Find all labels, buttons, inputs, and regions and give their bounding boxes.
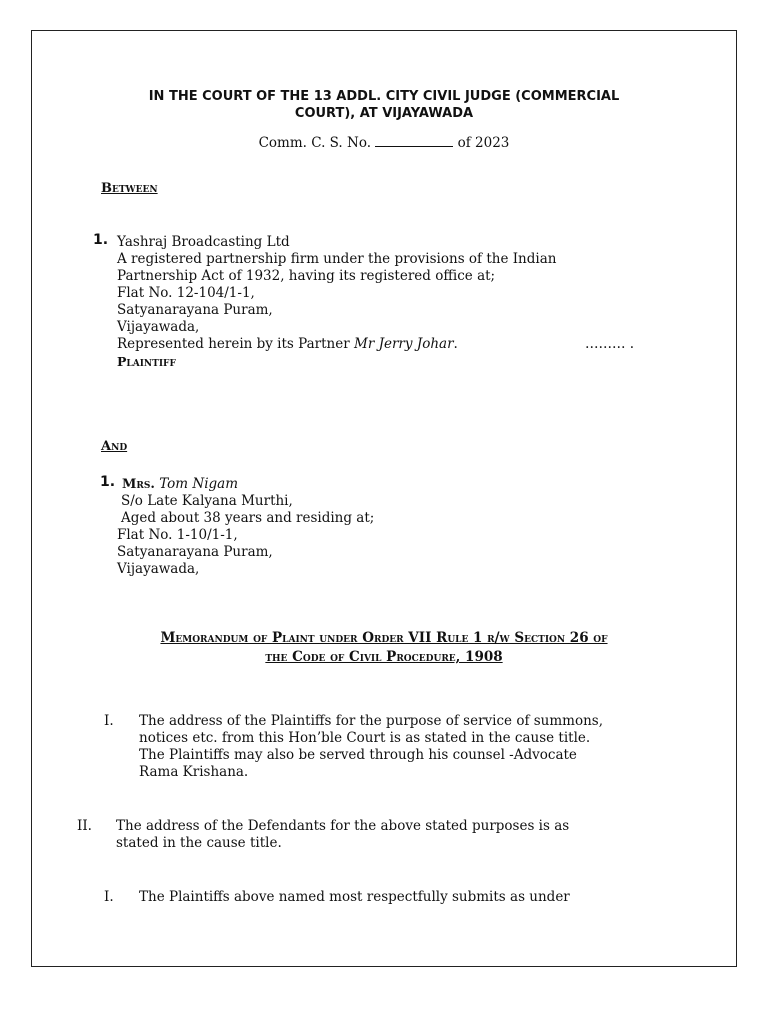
memorandum-title-line2: the Code of Civil Procedure, 1908: [265, 649, 503, 665]
between-label: Between: [101, 181, 158, 196]
rep-prefix: Represented herein by its Partner: [117, 336, 350, 352]
plaintiff-address-line1: Flat No. 12-104/1-1,: [117, 285, 255, 301]
plaintiff-dots: ……… .: [585, 336, 635, 352]
para1-line3: The Plaintiffs may also be served through his counsel -Advocate: [139, 747, 577, 763]
defendant-address-line2: Satyanarayana Puram,: [117, 544, 273, 560]
plaintiff-desc-line2: Partnership Act of 1932, having its registered office at;: [117, 268, 496, 284]
plaintiff-role: Plaintiff: [117, 354, 176, 369]
case-suffix: of 2023: [457, 135, 510, 151]
para2-numeral: II.: [77, 818, 92, 834]
plaintiff-number: 1.: [93, 232, 109, 248]
defendant-title: Mrs.: [122, 477, 155, 492]
case-prefix: Comm. C. S. No.: [258, 135, 372, 151]
defendant-name: Tom Nigam: [159, 476, 239, 492]
plaintiff-address-line3: Vijayawada,: [117, 319, 200, 335]
defendant-address-line3: Vijayawada,: [117, 561, 200, 577]
plaintiff-representation: [117, 336, 458, 353]
court-title-line1: IN THE COURT OF THE 13 ADDL. CITY CIVIL JUDGE (COMMERCIAL: [148, 89, 620, 104]
para3-line1: The Plaintiffs above named most respectfully submits as under: [139, 889, 570, 905]
para1-line1: The address of the Plaintiffs for the purpose of service of summons,: [139, 713, 604, 729]
para1-line4: Rama Krishana.: [139, 764, 249, 780]
para1-numeral: I.: [104, 713, 114, 729]
plaintiff-desc-line1: A registered partnership firm under the provisions of the Indian: [117, 251, 557, 267]
and-label: And: [101, 439, 128, 454]
court-title-line2: COURT), AT VIJAYAWADA: [294, 106, 474, 121]
para1-line2: notices etc. from this Hon’ble Court is as stated in the cause title.: [139, 730, 591, 746]
para2-line1: The address of the Defendants for the above stated purposes is as: [116, 818, 570, 834]
memorandum-title-line1: Memorandum of Plaint under Order VII Rule 1 r/w Section 26 of: [160, 630, 608, 646]
case-number-line: [0, 135, 768, 152]
defendant-number: 1.: [100, 474, 116, 490]
plaintiff-name: Yashraj Broadcasting Ltd: [117, 234, 290, 250]
defendant-parentage: S/o Late Kalyana Murthi,: [121, 493, 293, 509]
defendant-name-line: [122, 476, 238, 493]
case-number-blank: [375, 135, 453, 147]
rep-name: Mr Jerry Johar: [354, 336, 454, 352]
para2-line2: stated in the cause title.: [116, 835, 282, 851]
defendant-age-residence: Aged about 38 years and residing at;: [121, 510, 375, 526]
rep-end: .: [453, 336, 458, 352]
defendant-address-line1: Flat No. 1-10/1-1,: [117, 527, 238, 543]
para3-numeral: I.: [104, 889, 114, 905]
plaintiff-address-line2: Satyanarayana Puram,: [117, 302, 273, 318]
